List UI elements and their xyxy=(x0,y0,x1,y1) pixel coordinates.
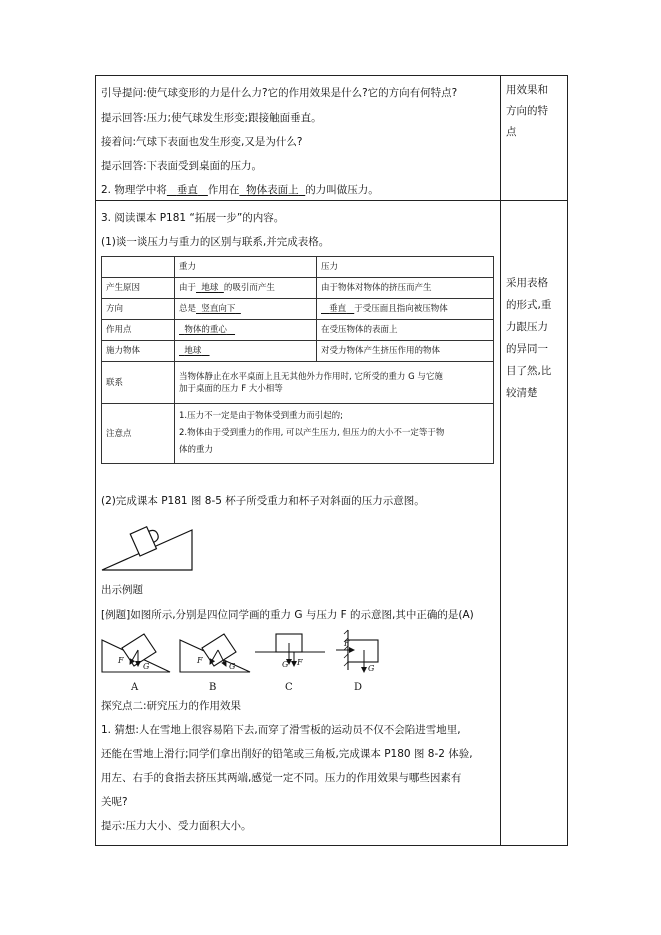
force-label-f-a: F xyxy=(118,656,124,665)
table-row-relation: 联系 当物体静止在水平桌面上且无其他外力作用时, 它所受的重力 G 与它施 加于桌面的压力 F 大小相等 xyxy=(102,362,494,404)
option-label-c: C xyxy=(285,682,293,693)
guiding-question: 引导提问:使气球变形的力是什么力?它的作用效果是什么?它的方向有何特点? xyxy=(101,87,458,99)
guess-line-2: 还能在雪地上滑行;同学们拿出削好的铅笔或三角板,完成课本 P180 图 8-2 体验, xyxy=(101,748,473,760)
table-header-row: 重力 压力 xyxy=(102,257,494,278)
diagram-a xyxy=(102,634,170,672)
pressure-definition: 2. 物理学中将 垂直 作用在 物体表面上 的力叫做压力。 xyxy=(101,184,379,196)
force-label-f-c: F xyxy=(297,658,303,667)
side-note-2: 采用表格 的形式,重 力跟压力 的异同一 目了然,比 较清楚 xyxy=(506,277,552,399)
force-label-g-a: G xyxy=(143,662,150,671)
option-label-b: B xyxy=(209,682,217,693)
gravity-vs-pressure-table xyxy=(101,256,494,464)
hint-answer-2: 提示回答:下表面受到桌面的压力。 xyxy=(101,160,263,172)
guess-line-4: 关呢? xyxy=(101,796,128,808)
guess-line-3: 用左、右手的食指去挤压其两端,感觉一定不同。压力的作用效果与哪些因素有 xyxy=(101,772,462,784)
force-label-g-d: G xyxy=(368,664,375,673)
row-divider xyxy=(96,200,567,201)
table-row-notes: 注意点 1.压力不一定是由于物体受到重力而引起的; 2.物体由于受到重力的作用, 可以产生压力, 但压力的大小不一定等于物 体的重力 xyxy=(102,404,494,464)
hint-answer-3: 提示:压力大小、受力面积大小。 xyxy=(101,820,252,832)
guess-line-1: 1. 猜想:人在雪地上很容易陷下去,而穿了滑雪板的运动员不仅不会陷进雪地里, xyxy=(101,724,461,736)
column-divider xyxy=(500,76,501,845)
side-note-1: 用效果和 方向的特 点 xyxy=(506,84,548,138)
hint-answer-1: 提示回答:压力;使气球发生形变;跟接触面垂直。 xyxy=(101,112,322,124)
reading-task: 3. 阅读课本 P181 “拓展一步”的内容。 xyxy=(101,212,285,224)
blank-answer-1: 垂直 xyxy=(176,184,198,196)
force-label-g-b: G xyxy=(229,662,236,671)
force-label-g-c: G xyxy=(282,660,289,669)
cup-on-incline-figure xyxy=(100,512,200,574)
table-row: 作用点 物体的重心 在受压物体的表面上 xyxy=(102,320,494,341)
diagram-task: (2)完成课本 P181 图 8-5 杯子所受重力和杯子对斜面的压力示意图。 xyxy=(101,495,425,507)
table-row: 施力物体 地球 对受力物体产生挤压作用的物体 xyxy=(102,341,494,362)
example-question: [例题]如图所示,分别是四位同学画的重力 G 与压力 F 的示意图,其中正确的是(A) xyxy=(101,609,474,621)
diagram-b xyxy=(180,634,250,672)
follow-up-question: 接着问:气球下表面也发生形变,又是为什么? xyxy=(101,136,303,148)
show-example-label: 出示例题 xyxy=(101,584,143,596)
explore-heading: 探究点二:研究压力的作用效果 xyxy=(101,700,242,712)
option-label-d: D xyxy=(354,682,363,693)
force-diagrams xyxy=(100,628,390,686)
table-row: 产生原因 由于 地球 的吸引而产生 由于物体对物体的挤压而产生 xyxy=(102,278,494,299)
force-label-f-d: F xyxy=(344,639,350,648)
option-label-a: A xyxy=(131,682,139,693)
force-label-f-b: F xyxy=(197,656,203,665)
table-row: 方向 总是 竖直向下 垂直 于受压面且指向被压物体 xyxy=(102,299,494,320)
table-instruction: (1)谈一谈压力与重力的区别与联系,并完成表格。 xyxy=(101,236,330,248)
blank-answer-2: 物体表面上 xyxy=(246,184,299,196)
diagram-c xyxy=(255,634,325,666)
